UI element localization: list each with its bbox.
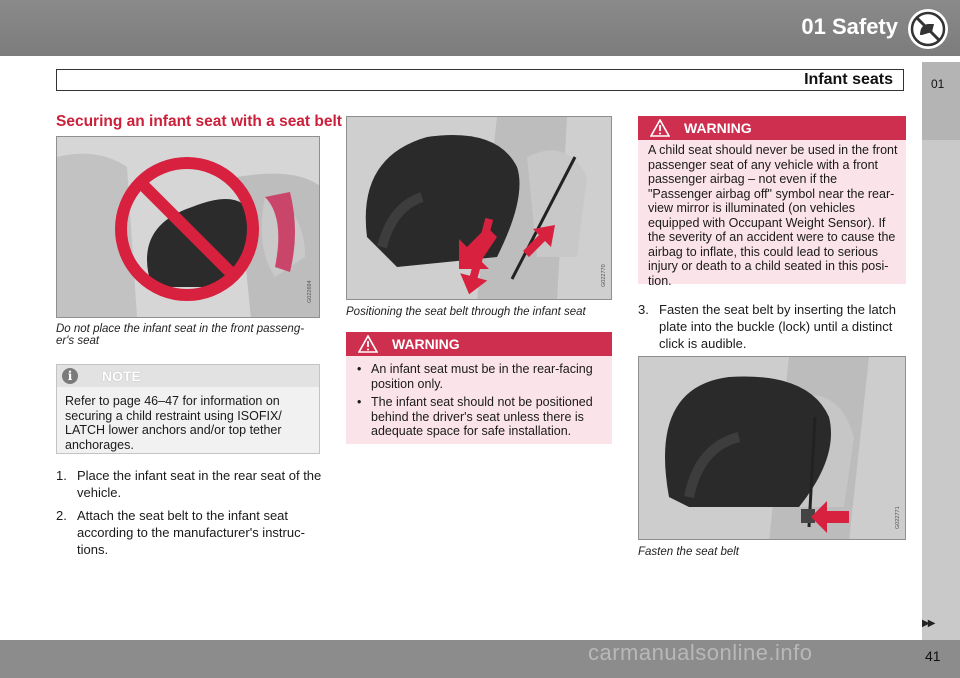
warning-triangle-icon [650,119,670,137]
note-text: Refer to page 46–47 for information on securing a child restraint using ISOFIX/ LATCH lower anchors and/or top tether anchorages. [65,394,282,452]
belt-routing-photo [347,117,612,300]
steps-list [56,467,322,564]
figure-caption: Do not place the infant seat in the front passeng-er's seat [56,323,305,347]
page-heading: Securing an infant seat with a seat belt [56,113,342,130]
watermark: carmanualsonline.info [588,640,813,665]
page-number: 41 [925,648,941,664]
steps-list [638,301,906,358]
figure-caption: Positioning the seat belt through the infant seat [346,306,586,318]
figure-code: G022771 [895,506,901,529]
section-header [56,69,904,91]
figure-code: G022770 [601,264,607,287]
list-item: 2. Attach the seat belt to the infant seat according to the manufacturer's instruc-tions. [56,508,305,557]
warning-box [638,116,906,288]
warning-label: WARNING [392,336,460,352]
section-title: Infant seats [804,71,893,88]
note-box [56,364,320,454]
no-airbag-seat-icon [906,7,950,51]
header-bar [0,0,960,56]
figure-fasten-belt [638,356,906,540]
warning-text: A child seat should never be used in the front passenger seat of any vehicle with a front passenger airbag – not even if the "Passenger airbag off" symbol near the rear-view mirror is illuminated (on vehicles equipped with Occupant Weight Sensor). If the severity of an accident were to cause the airbag to inflate, this could lead to serious injury or death to a child seated in this posi-tion. [648,143,898,288]
warning-label: WARNING [684,120,752,136]
info-icon: i [62,368,78,384]
figure-caption: Fasten the seat belt [638,546,740,558]
list-item: 3. Fasten the seat belt by inserting the latch plate into the buckle (lock) until a distinct click is audible. [638,302,897,351]
chapter-title: 01 Safety [801,14,898,39]
note-label: NOTE [102,368,141,384]
side-tab: 01 [922,62,960,143]
list-item: • The infant seat should not be positioned behind the driver's seat unless there is adequate space for safe installation. [354,395,606,439]
warning-box [346,332,612,444]
list-item: • An infant seat must be in the rear-facing position only. [354,362,606,391]
side-tab-strip [922,140,960,640]
front-seat-photo [57,137,320,318]
figure-belt-routing [346,116,612,300]
figure-code: G022694 [307,280,313,303]
list-item: 1. Place the infant seat in the rear seat of the vehicle. [56,468,322,500]
warning-bullets [354,362,606,439]
fasten-belt-photo [639,357,906,540]
warning-triangle-icon [358,335,378,353]
footer-bar [0,640,960,678]
figure-front-seat-prohibited [56,136,320,318]
next-page-indicator: ▶▶ [922,618,934,629]
